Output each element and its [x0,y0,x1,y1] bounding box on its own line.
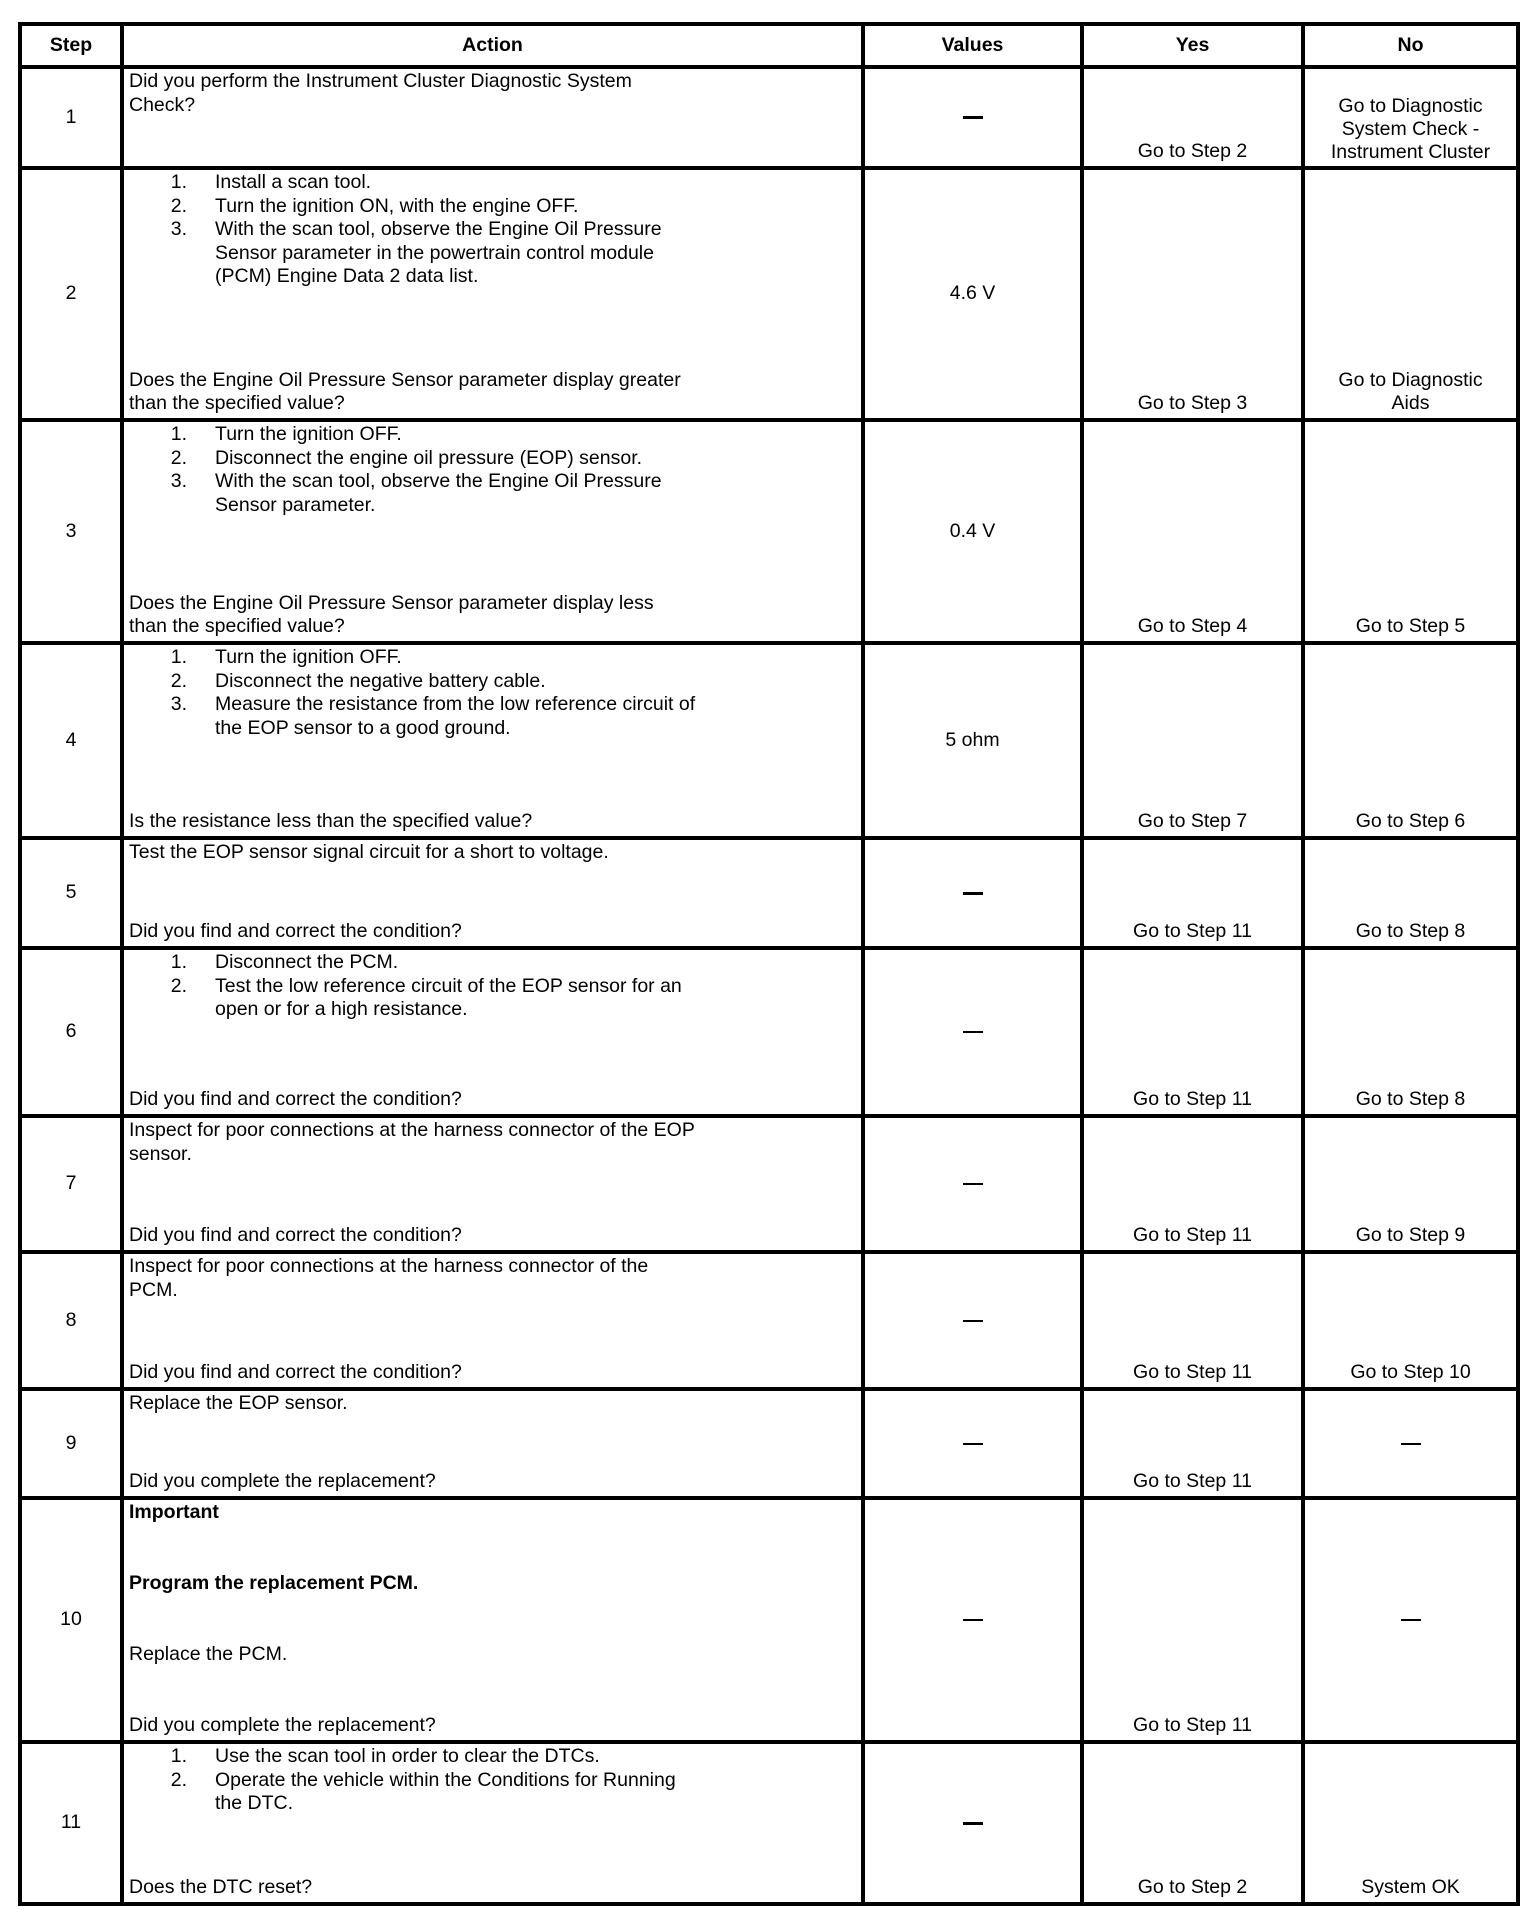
no-cell[interactable] [1301,950,1516,1114]
values-cell [861,950,1080,1114]
yes-link[interactable]: Go to Step 11 [1133,1224,1252,1247]
action-cell [120,170,861,418]
yes-link[interactable]: Go to Step 11 [1133,1088,1252,1111]
step-number: 7 [65,1172,77,1195]
dash-icon [963,116,983,119]
list-item [129,670,857,694]
header-no: No [1301,26,1516,65]
values-cell [861,1744,1080,1902]
table-row-step-10 [22,1496,1516,1740]
dash-icon [1401,1619,1421,1621]
table-row-step-6 [22,946,1516,1114]
question-line: Does the Engine Oil Pressure Sensor parameter display greater [129,368,681,391]
list-text: Use the scan tool in order to clear the DTCs. [215,1745,600,1767]
header-yes: Yes [1080,26,1301,65]
dash-icon [963,1183,983,1185]
question-line: Did you find and correct the condition? [129,1088,462,1111]
dash-icon [963,1822,983,1825]
no-cell[interactable] [1301,170,1516,418]
table-row-step-4 [22,641,1516,836]
no-link[interactable]: Go to Step 6 [1355,810,1466,833]
header-action: Action [120,26,861,65]
question-line: Does the Engine Oil Pressure Sensor parameter display less [129,591,654,614]
list-number: 3. [170,218,187,241]
no-link[interactable] [1331,95,1490,164]
values-cell [861,1254,1080,1387]
action-cell [120,950,861,1114]
list-item [129,447,857,471]
list-text: Disconnect the negative battery cable. [215,669,546,692]
values-cell [861,1391,1080,1496]
no-cell [1301,1391,1516,1496]
list-number: 2. [170,194,187,217]
yes-link[interactable]: Go to Step 11 [1133,1714,1252,1737]
step-number: 6 [65,1020,77,1043]
list-number: 1. [170,646,187,668]
values-cell [861,840,1080,946]
header-values: Values [861,26,1080,65]
action-cell [120,1118,861,1250]
question-line: Does the DTC reset? [129,1876,313,1899]
step-number: 11 [60,1811,82,1834]
header-step: Step [49,33,93,56]
important-label: Important [129,1501,219,1523]
table-row-step-5 [22,836,1516,946]
action-cell [120,840,861,946]
action-cell [120,1744,861,1902]
list-number: 2. [170,446,187,469]
action-cell [120,1254,861,1387]
table-row-step-11 [22,1740,1516,1902]
values-cell [861,1118,1080,1250]
list-item [129,975,857,1022]
list-item [129,470,857,517]
values-cell [861,1500,1080,1740]
table-row-step-1 [22,65,1516,166]
list-item [129,646,857,670]
action-line: Replace the PCM. [129,1642,288,1665]
step-number: 10 [60,1608,82,1631]
question-line: Is the resistance less than the specified value? [129,810,533,833]
list-number: 3. [170,470,187,493]
table-row-step-9 [22,1387,1516,1496]
list-item [129,1745,857,1769]
important-text: Program the replacement PCM. [129,1571,419,1594]
list-text: Turn the ignition OFF. [215,646,402,668]
dash-icon [963,1619,983,1621]
yes-cell[interactable] [1080,1500,1301,1740]
yes-cell[interactable] [1080,69,1301,166]
list-text: Turn the ignition ON, with the engine OFF. [215,194,579,217]
action-cell [120,69,861,166]
yes-cell[interactable] [1080,950,1301,1114]
list-number: 2. [170,669,187,692]
no-cell[interactable] [1301,1744,1516,1902]
action-line: Test the EOP sensor signal circuit for a short to voltage. [129,841,609,863]
list-text: Turn the ignition OFF. [215,423,402,445]
action-cell [120,645,861,836]
yes-link[interactable]: Go to Step 11 [1133,1361,1252,1384]
no-link[interactable]: Go to Step 8 [1355,1088,1466,1111]
list-number: 1. [170,171,187,193]
no-link[interactable]: Go to Step 10 [1350,1361,1471,1384]
yes-cell[interactable] [1080,1391,1301,1496]
question-line: Did you complete the replacement? [129,1714,436,1737]
question-line: Did you complete the replacement? [129,1470,436,1493]
values-cell [861,69,1080,166]
yes-link[interactable]: Go to Step 7 [1137,810,1248,833]
list-number: 2. [170,974,187,997]
no-cell [1301,1500,1516,1740]
no-cell[interactable] [1301,69,1516,166]
list-text: With the scan tool, observe the Engine Oil Pressure Sensor parameter. [215,470,662,516]
list-text: With the scan tool, observe the Engine Oil Pressure Sensor parameter in the powertrain control module (PCM) Engine Data 2 data list. [215,218,662,288]
action-cell [120,1500,861,1740]
no-line: System Check - [1341,118,1480,140]
action-line: Check? [129,93,196,116]
yes-link[interactable]: Go to Step 2 [1137,1876,1248,1899]
table-row-step-8 [22,1250,1516,1387]
list-text: Operate the vehicle within the Conditions for Running the DTC. [215,1768,676,1815]
step-number: 5 [65,881,77,904]
no-cell[interactable] [1301,422,1516,641]
yes-link[interactable]: Go to Step 2 [1137,140,1248,163]
dash-icon [963,1031,983,1033]
question-line: Did you find and correct the condition? [129,1361,462,1384]
list-text: Install a scan tool. [215,171,372,193]
action-cell [120,1391,861,1496]
yes-link[interactable]: Go to Step 11 [1133,1470,1252,1493]
dash-icon [963,892,983,895]
step-number: 8 [65,1308,77,1331]
action-line: Did you perform the Instrument Cluster Diagnostic System [129,70,632,92]
yes-cell[interactable] [1080,422,1301,641]
question-line: than the specified value? [129,392,345,415]
no-cell[interactable] [1301,645,1516,836]
yes-cell[interactable] [1080,1118,1301,1250]
table-header-row [22,26,1516,65]
list-number: 2. [170,1768,187,1791]
step-number: 1 [65,105,77,128]
step-number: 9 [65,1431,77,1454]
no-line: Instrument Cluster [1330,141,1491,163]
table-row-step-7 [22,1114,1516,1250]
step-number: 4 [65,728,77,751]
no-link[interactable]: System OK [1361,1876,1460,1899]
no-link[interactable]: Go to Step 9 [1355,1224,1466,1247]
list-item [129,1769,857,1816]
table-row-step-3 [22,418,1516,641]
action-line: Inspect for poor connections at the harness connector of the EOP [129,1119,695,1141]
no-line: Aids [1391,392,1430,415]
values-cell: 0.4 V [861,422,1080,641]
list-item [129,195,857,219]
list-text: Disconnect the PCM. [215,951,399,973]
values-cell: 4.6 V [861,170,1080,418]
list-item [129,218,857,289]
no-link[interactable] [1338,369,1482,416]
no-cell[interactable] [1301,1254,1516,1387]
yes-cell[interactable] [1080,840,1301,946]
list-item [129,693,857,740]
no-cell[interactable] [1301,1118,1516,1250]
question-line: than the specified value? [129,615,345,638]
yes-cell[interactable] [1080,170,1301,418]
dash-icon [963,1443,983,1445]
diagnostic-table [18,22,1520,1906]
action-line: Inspect for poor connections at the harness connector of the [129,1255,649,1277]
list-item [129,171,857,195]
question-line: Did you find and correct the condition? [129,1224,462,1247]
no-cell[interactable] [1301,840,1516,946]
list-item [129,423,857,447]
list-number: 1. [170,423,187,445]
action-cell [120,422,861,641]
question-line: Did you find and correct the condition? [129,920,462,943]
action-line: Replace the EOP sensor. [129,1392,348,1414]
table-row-step-2 [22,166,1516,418]
yes-link[interactable]: Go to Step 11 [1133,920,1252,943]
list-number: 1. [170,951,187,973]
no-line: Go to Diagnostic [1338,368,1483,391]
yes-link[interactable]: Go to Step 3 [1137,392,1248,415]
step-number: 2 [65,282,77,305]
yes-cell[interactable] [1080,1744,1301,1902]
step-number: 3 [65,519,77,542]
action-line: PCM. [129,1278,178,1301]
list-number: 1. [170,1745,187,1767]
action-line: sensor. [129,1142,192,1165]
dash-icon [1401,1443,1421,1445]
list-number: 3. [170,693,187,716]
list-text: Measure the resistance from the low reference circuit of the EOP sensor to a good ground. [215,693,696,739]
values-cell: 5 ohm [861,645,1080,836]
yes-cell[interactable] [1080,645,1301,836]
no-link[interactable]: Go to Step 5 [1355,615,1466,638]
list-item [129,951,857,975]
yes-cell[interactable] [1080,1254,1301,1387]
list-text: Test the low reference circuit of the EOP sensor for an open or for a high resistance. [215,974,682,1021]
list-text: Disconnect the engine oil pressure (EOP) sensor. [215,446,643,469]
dash-icon [963,1320,983,1322]
no-link[interactable]: Go to Step 8 [1355,920,1466,943]
yes-link[interactable]: Go to Step 4 [1137,615,1248,638]
no-line: Go to Diagnostic [1338,95,1483,117]
